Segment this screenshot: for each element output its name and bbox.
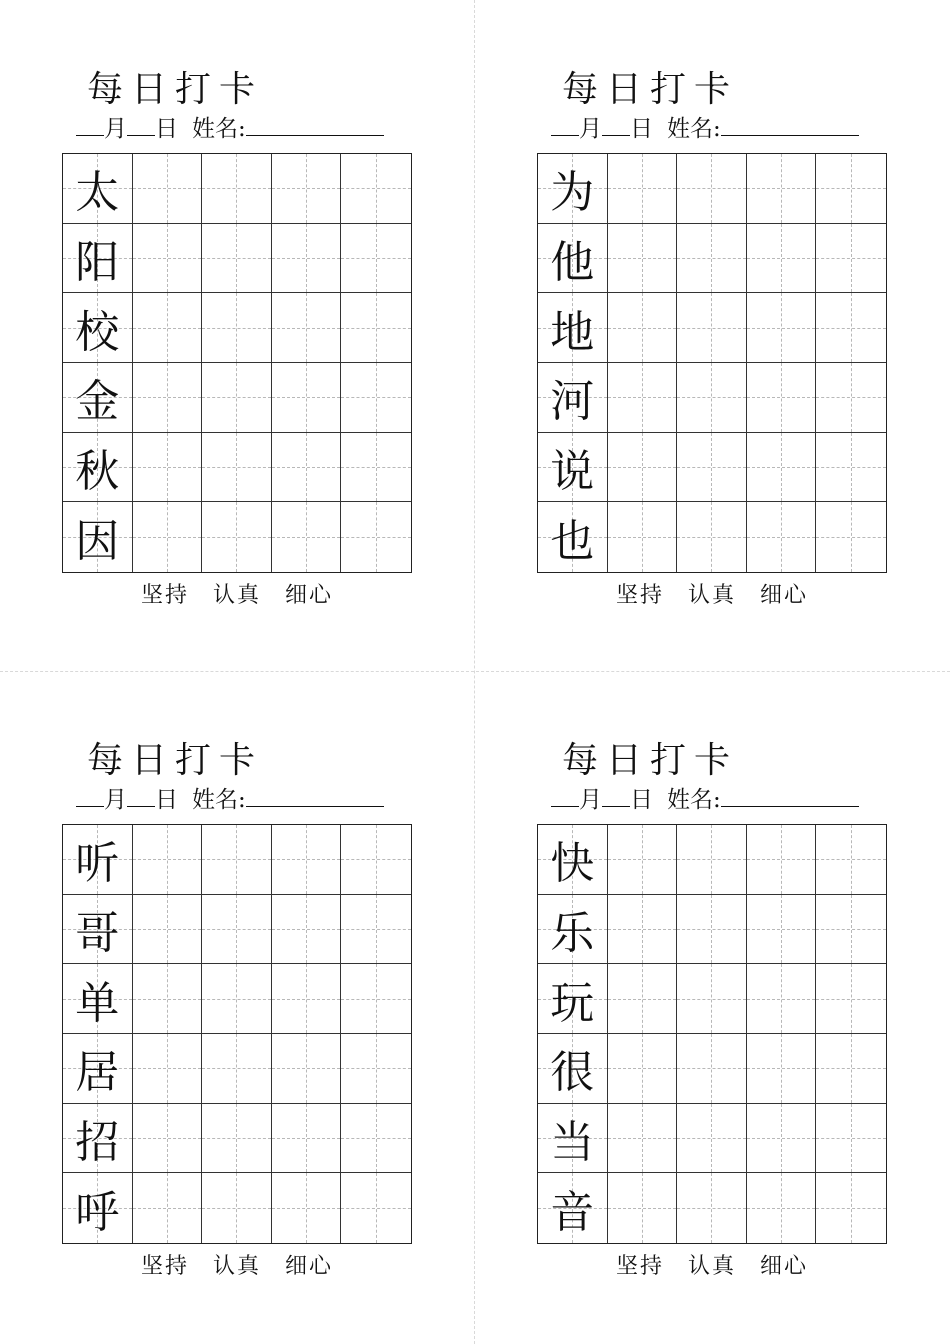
practice-cell[interactable] <box>747 1034 817 1104</box>
motto-word: 坚持 <box>615 1254 664 1279</box>
model-character-cell <box>63 154 133 224</box>
practice-cell[interactable] <box>816 224 886 294</box>
name-label: 姓名: <box>192 787 246 813</box>
month-label: 月 <box>579 787 602 813</box>
name-blank[interactable] <box>721 788 859 807</box>
model-character: 河 <box>550 376 595 428</box>
model-character: 呼 <box>75 1187 120 1239</box>
practice-cell[interactable] <box>677 433 747 503</box>
model-character-cell <box>63 363 133 433</box>
month-label: 月 <box>579 116 602 142</box>
practice-cell[interactable] <box>341 224 411 294</box>
model-character-cell <box>538 1104 608 1174</box>
model-character: 很 <box>550 1047 595 1099</box>
practice-cell[interactable] <box>747 502 817 572</box>
model-character-cell <box>538 433 608 503</box>
model-character: 金 <box>75 376 120 428</box>
practice-cell[interactable] <box>677 363 747 433</box>
practice-cell[interactable] <box>677 293 747 363</box>
model-character-cell <box>538 363 608 433</box>
practice-cell[interactable] <box>816 433 886 503</box>
motto-word: 细心 <box>285 583 334 608</box>
day-blank[interactable] <box>127 788 155 807</box>
writing-grid <box>62 824 412 1244</box>
practice-cell[interactable] <box>133 1104 203 1174</box>
model-character: 他 <box>550 236 595 288</box>
model-character-cell <box>538 293 608 363</box>
motto-word: 认真 <box>687 583 736 608</box>
motto-word: 认真 <box>687 1254 736 1279</box>
name-blank[interactable] <box>246 788 384 807</box>
model-character-cell <box>538 502 608 572</box>
practice-cell[interactable] <box>133 502 203 572</box>
date-name-line <box>76 787 412 813</box>
model-character-cell <box>538 825 608 895</box>
model-character-cell <box>538 224 608 294</box>
practice-cell[interactable] <box>341 502 411 572</box>
name-blank[interactable] <box>721 117 859 136</box>
practice-cell[interactable] <box>272 363 342 433</box>
month-blank[interactable] <box>76 788 104 807</box>
practice-cell[interactable] <box>677 895 747 965</box>
model-character-cell <box>538 1173 608 1243</box>
model-character-cell <box>63 1173 133 1243</box>
name-label: 姓名: <box>192 116 246 142</box>
practice-cell[interactable] <box>341 1034 411 1104</box>
practice-cell[interactable] <box>341 1104 411 1174</box>
practice-cell[interactable] <box>608 502 678 572</box>
practice-cell[interactable] <box>608 154 678 224</box>
practice-cell[interactable] <box>677 224 747 294</box>
practice-cell[interactable] <box>202 293 272 363</box>
practice-cell[interactable] <box>677 1173 747 1243</box>
day-blank[interactable] <box>602 788 630 807</box>
name-label: 姓名: <box>667 787 721 813</box>
model-character-cell <box>538 964 608 1034</box>
model-character: 单 <box>75 977 120 1029</box>
practice-cell[interactable] <box>133 825 203 895</box>
model-character: 说 <box>550 445 595 497</box>
month-label: 月 <box>104 787 127 813</box>
month-blank[interactable] <box>76 117 104 136</box>
practice-cell[interactable] <box>608 1104 678 1174</box>
writing-grid <box>537 153 887 573</box>
model-character-cell <box>63 1034 133 1104</box>
practice-cell[interactable] <box>608 363 678 433</box>
model-character: 当 <box>550 1116 595 1168</box>
practice-cell[interactable] <box>747 1173 817 1243</box>
motto-line <box>62 1254 412 1280</box>
day-label: 日 <box>155 787 178 813</box>
practice-cell[interactable] <box>202 363 272 433</box>
model-character: 音 <box>550 1187 595 1239</box>
practice-cell[interactable] <box>816 1034 886 1104</box>
practice-cell[interactable] <box>608 433 678 503</box>
practice-cell[interactable] <box>202 1104 272 1174</box>
practice-cell[interactable] <box>747 964 817 1034</box>
practice-card <box>475 671 825 1279</box>
practice-cell[interactable] <box>677 154 747 224</box>
motto-line <box>537 1254 887 1280</box>
practice-cell[interactable] <box>272 895 342 965</box>
model-character-cell <box>538 154 608 224</box>
model-character: 秋 <box>75 445 120 497</box>
model-character: 听 <box>75 838 120 890</box>
motto-line <box>62 583 412 609</box>
practice-cell[interactable] <box>608 895 678 965</box>
model-character: 为 <box>550 167 595 219</box>
card-title: 每日打卡 <box>86 69 263 110</box>
practice-cell[interactable] <box>202 433 272 503</box>
practice-cell[interactable] <box>816 1173 886 1243</box>
practice-cell[interactable] <box>608 825 678 895</box>
model-character-cell <box>63 1104 133 1174</box>
writing-grid <box>62 153 412 573</box>
card-title: 每日打卡 <box>86 740 263 781</box>
model-character-cell <box>63 895 133 965</box>
practice-cell[interactable] <box>677 1034 747 1104</box>
model-character: 哥 <box>75 907 120 959</box>
practice-cell[interactable] <box>202 1173 272 1243</box>
motto-word: 细心 <box>760 583 809 608</box>
practice-cell[interactable] <box>816 825 886 895</box>
practice-cell[interactable] <box>272 502 342 572</box>
model-character: 乐 <box>550 907 595 959</box>
model-character-cell <box>538 895 608 965</box>
practice-cell[interactable] <box>341 363 411 433</box>
model-character: 快 <box>550 838 595 890</box>
model-character: 也 <box>550 516 595 568</box>
practice-cell[interactable] <box>202 825 272 895</box>
practice-cell[interactable] <box>272 293 342 363</box>
model-character-cell <box>63 502 133 572</box>
practice-cell[interactable] <box>677 502 747 572</box>
motto-word: 坚持 <box>615 583 664 608</box>
practice-card <box>475 0 825 608</box>
practice-cell[interactable] <box>816 895 886 965</box>
day-label: 日 <box>630 116 653 142</box>
motto-word: 认真 <box>212 1254 261 1279</box>
practice-cell[interactable] <box>272 154 342 224</box>
practice-cell[interactable] <box>272 224 342 294</box>
practice-cell[interactable] <box>677 1104 747 1174</box>
model-character: 因 <box>75 516 120 568</box>
practice-cell[interactable] <box>608 293 678 363</box>
practice-cell[interactable] <box>341 154 411 224</box>
practice-cell[interactable] <box>202 895 272 965</box>
practice-cell[interactable] <box>816 1104 886 1174</box>
motto-line <box>537 583 887 609</box>
model-character: 招 <box>75 1116 120 1168</box>
practice-cell[interactable] <box>341 293 411 363</box>
day-label: 日 <box>155 116 178 142</box>
practice-cell[interactable] <box>747 1104 817 1174</box>
practice-cell[interactable] <box>747 154 817 224</box>
practice-cell[interactable] <box>133 964 203 1034</box>
model-character-cell <box>63 293 133 363</box>
practice-cell[interactable] <box>202 502 272 572</box>
practice-cell[interactable] <box>816 293 886 363</box>
model-character: 阳 <box>75 236 120 288</box>
practice-cell[interactable] <box>133 895 203 965</box>
practice-cell[interactable] <box>272 825 342 895</box>
name-blank[interactable] <box>246 117 384 136</box>
practice-cell[interactable] <box>133 154 203 224</box>
practice-cell[interactable] <box>677 964 747 1034</box>
practice-cell[interactable] <box>202 1034 272 1104</box>
practice-cell[interactable] <box>272 1104 342 1174</box>
month-blank[interactable] <box>551 117 579 136</box>
motto-word: 细心 <box>285 1254 334 1279</box>
practice-cell[interactable] <box>747 895 817 965</box>
practice-cell[interactable] <box>608 964 678 1034</box>
practice-cell[interactable] <box>608 1173 678 1243</box>
practice-cell[interactable] <box>747 363 817 433</box>
writing-grid <box>537 824 887 1244</box>
card-title: 每日打卡 <box>561 69 738 110</box>
practice-cell[interactable] <box>816 154 886 224</box>
month-label: 月 <box>104 116 127 142</box>
model-character: 校 <box>75 306 120 358</box>
practice-cell[interactable] <box>133 293 203 363</box>
practice-cell[interactable] <box>202 224 272 294</box>
model-character: 玩 <box>550 977 595 1029</box>
motto-word: 认真 <box>212 583 261 608</box>
date-name-line <box>551 787 887 813</box>
model-character: 太 <box>75 167 120 219</box>
practice-cell[interactable] <box>341 825 411 895</box>
practice-cell[interactable] <box>133 1173 203 1243</box>
model-character-cell <box>538 1034 608 1104</box>
practice-cell[interactable] <box>202 964 272 1034</box>
model-character-cell <box>63 433 133 503</box>
practice-card <box>0 0 350 608</box>
date-name-line <box>76 116 412 142</box>
practice-cell[interactable] <box>341 895 411 965</box>
practice-cell[interactable] <box>608 1034 678 1104</box>
practice-cell[interactable] <box>341 1173 411 1243</box>
practice-cell[interactable] <box>133 224 203 294</box>
motto-word: 细心 <box>760 1254 809 1279</box>
practice-cell[interactable] <box>272 1173 342 1243</box>
date-name-line <box>551 116 887 142</box>
practice-cell[interactable] <box>677 825 747 895</box>
practice-card <box>0 671 350 1279</box>
motto-word: 坚持 <box>140 583 189 608</box>
practice-cell[interactable] <box>608 224 678 294</box>
day-blank[interactable] <box>602 117 630 136</box>
practice-cell[interactable] <box>341 433 411 503</box>
practice-cell[interactable] <box>747 224 817 294</box>
model-character-cell <box>63 825 133 895</box>
month-blank[interactable] <box>551 788 579 807</box>
model-character: 地 <box>550 306 595 358</box>
model-character-cell <box>63 224 133 294</box>
practice-cell[interactable] <box>816 502 886 572</box>
practice-cell[interactable] <box>272 1034 342 1104</box>
practice-cell[interactable] <box>747 825 817 895</box>
practice-cell[interactable] <box>133 433 203 503</box>
practice-cell[interactable] <box>133 363 203 433</box>
practice-cell[interactable] <box>202 154 272 224</box>
day-blank[interactable] <box>127 117 155 136</box>
card-title: 每日打卡 <box>561 740 738 781</box>
model-character-cell <box>63 964 133 1034</box>
practice-cell[interactable] <box>816 363 886 433</box>
practice-cell[interactable] <box>272 433 342 503</box>
motto-word: 坚持 <box>140 1254 189 1279</box>
practice-cell[interactable] <box>816 964 886 1034</box>
model-character: 居 <box>75 1047 120 1099</box>
practice-cell[interactable] <box>133 1034 203 1104</box>
name-label: 姓名: <box>667 116 721 142</box>
practice-cell[interactable] <box>272 964 342 1034</box>
practice-cell[interactable] <box>747 293 817 363</box>
practice-cell[interactable] <box>747 433 817 503</box>
practice-cell[interactable] <box>341 964 411 1034</box>
day-label: 日 <box>630 787 653 813</box>
